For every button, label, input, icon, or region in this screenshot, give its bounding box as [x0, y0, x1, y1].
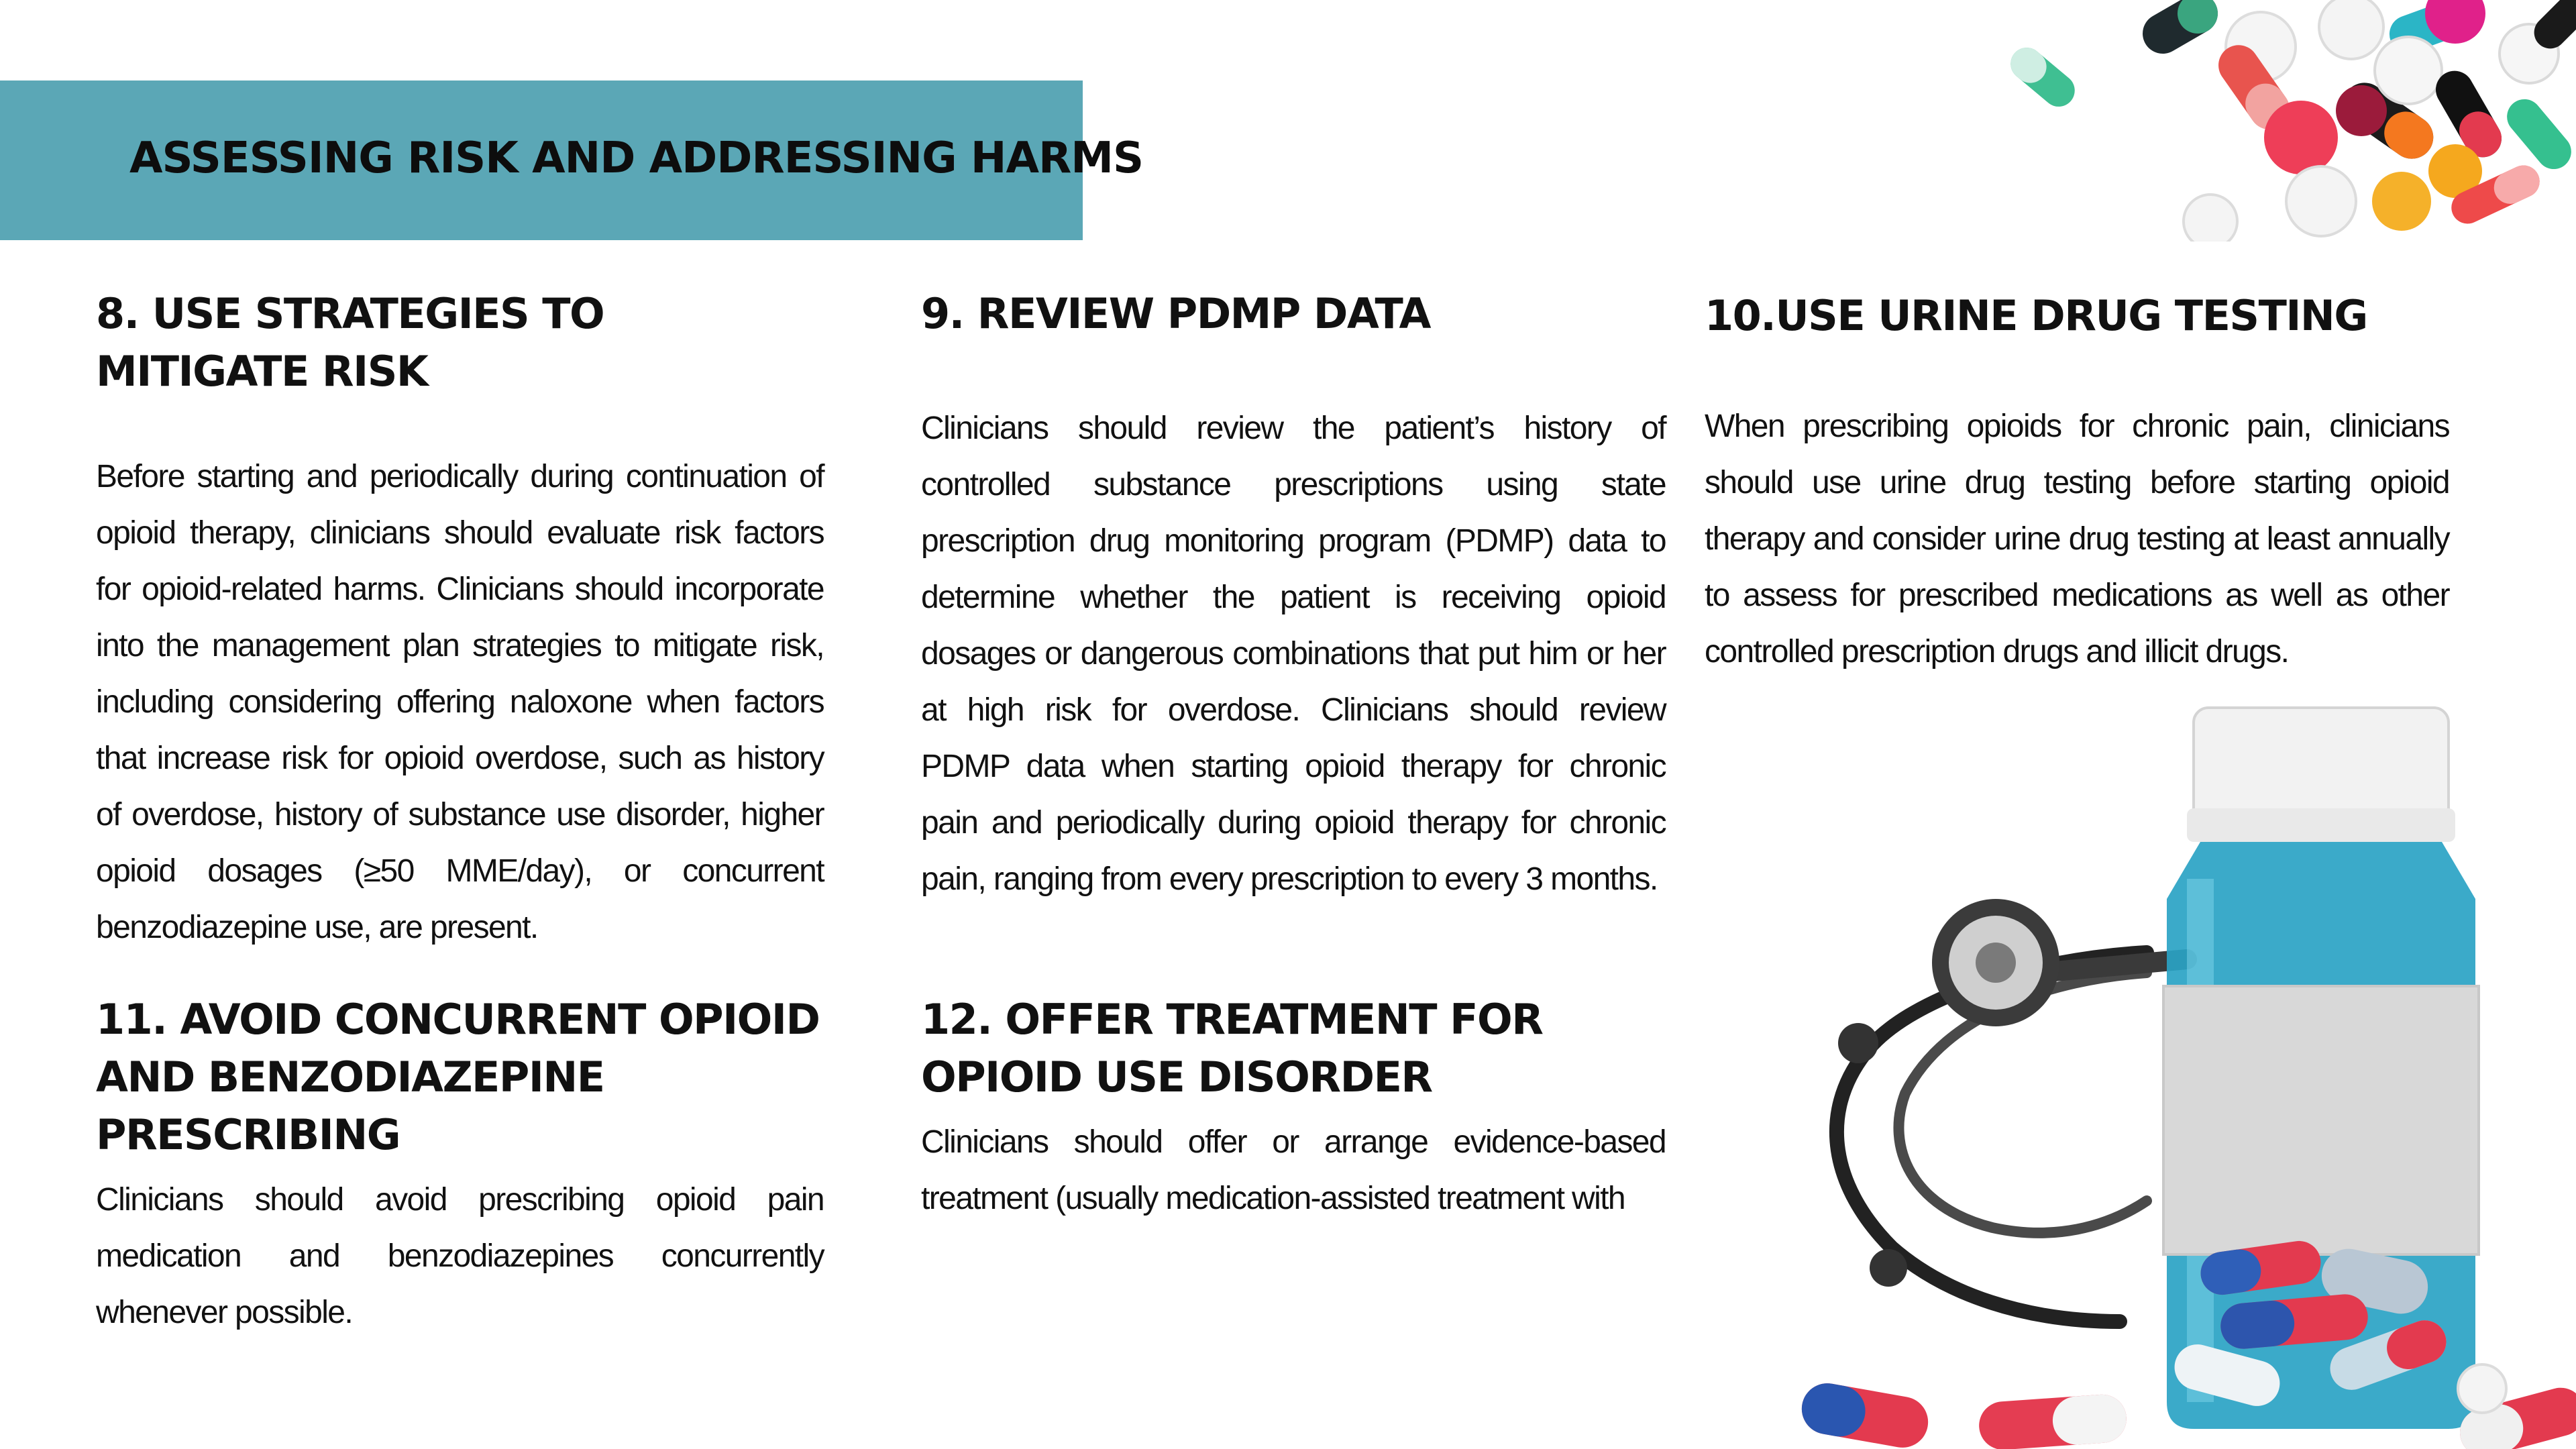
section-heading: 8. USE STRATEGIES TO MITIGATE RISK [96, 289, 604, 396]
section-12-offer-treatment [921, 991, 1666, 1227]
section-heading: 10.USE URINE DRUG TESTING [1705, 291, 2367, 340]
section-body: When prescribing opioids for chronic pain, clinicians should use urine drug testing before starting opioid therapy and consider urine drug testing at least annually to assess for prescribed medications as well as other controlled prescription drugs and illicit drugs. [1705, 409, 2449, 669]
section-body: Before starting and periodically during continuation of opioid therapy, clinicians should evaluate risk factors for opioid-related harms. Clinicians should incorporate into the management plan strategies to mitigate risk, including considering offering naloxone when factors that increase risk for opioid overdose, such as history of overdose, history of substance use disorder, higher opioid dosages (≥50 MME/day), or concurrent benzodiazepine use, are present. [96, 459, 824, 945]
section-body: Clinicians should review the patient’s history of controlled substance prescriptions using state prescription drug monitoring program (PDMP) data to determine whether the patient is receiving opioid dosages or dangerous combinations that put him or her at high risk for overdose. Clinicians should review PDMP data when starting opioid therapy for chronic pain and periodically during opioid therapy for chronic pain, ranging from every prescription to every 3 months. [921, 411, 1666, 897]
page-title: ASSESSING RISK AND ADDRESSING HARMS [129, 133, 1144, 183]
section-10-urine-testing [1705, 287, 2449, 680]
section-11-avoid-concurrent [96, 991, 824, 1341]
pill-bottle-and-stethoscope-icon [1771, 678, 2576, 1449]
section-heading: 9. REVIEW PDMP DATA [921, 289, 1430, 338]
section-heading: 12. OFFER TREATMENT FOR OPIOID USE DISORDER [921, 995, 1543, 1102]
section-9-review-pdmp [921, 285, 1666, 908]
section-heading: 11. AVOID CONCURRENT OPIOID AND BENZODIAZEPINE PRESCRIBING [96, 995, 820, 1159]
section-body: Clinicians should offer or arrange evidence-based treatment (usually medication-assisted treatment with [921, 1124, 1666, 1216]
section-body: Clinicians should avoid prescribing opioid pain medication and benzodiazepines concurrently whenever possible. [96, 1182, 824, 1330]
scattered-pills-icon [1986, 0, 2576, 241]
section-8-mitigate-risk [96, 285, 824, 956]
